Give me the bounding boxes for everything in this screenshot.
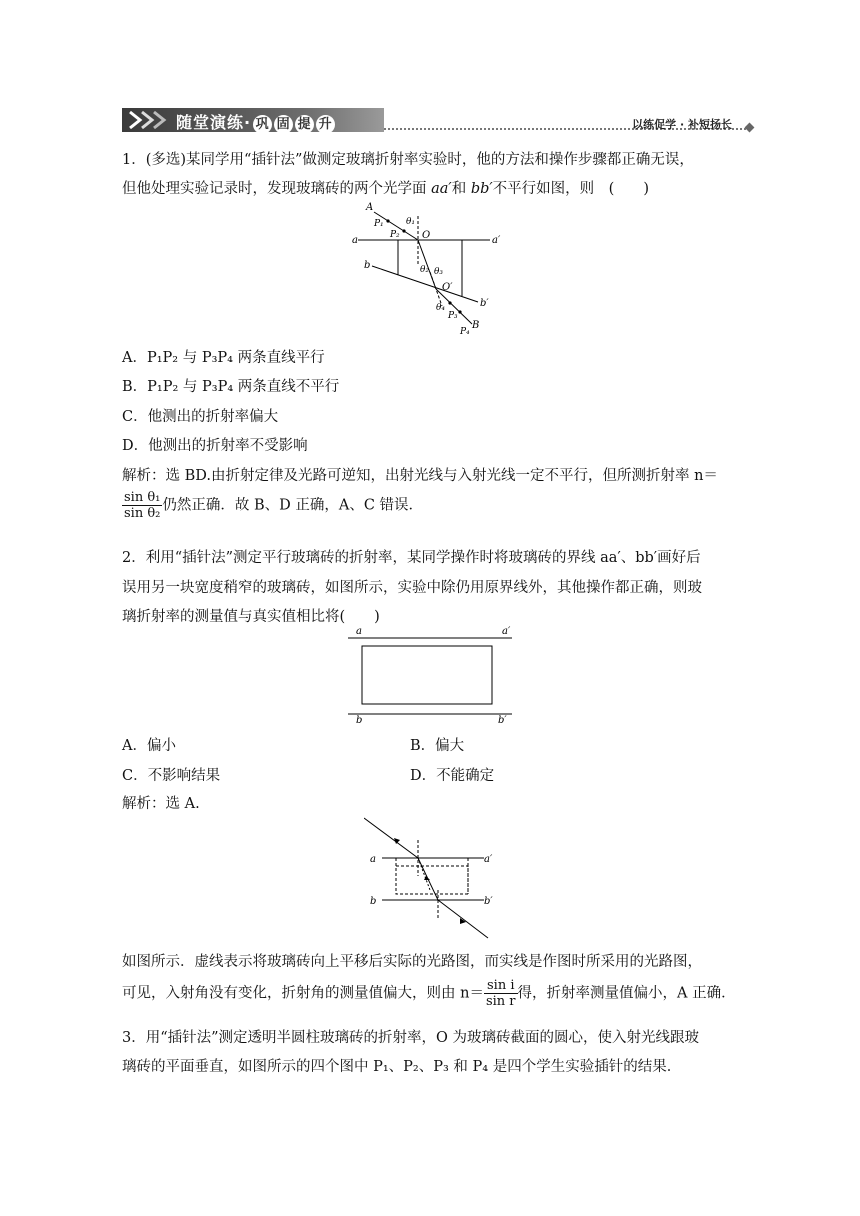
q1-fraction: $\frac{\text{sin θ₁}}{\text{sin θ₂}}$	[124, 490, 161, 521]
section-title: 随堂演练· 巩 固 提 升	[176, 110, 335, 134]
section-slogan: 以练促学 · 补短扬长	[632, 118, 732, 131]
svg-text:θ₃: θ₃	[434, 267, 444, 277]
svg-text:a′: a′	[502, 626, 511, 637]
chevron-icon	[124, 110, 174, 130]
q1-figure	[350, 196, 520, 341]
svg-text:P₃: P₃	[448, 311, 458, 321]
q1-option-c: C．他测出的折射率偏大	[122, 409, 279, 425]
svg-text:b: b	[356, 715, 363, 724]
svg-text:a: a	[356, 626, 362, 637]
q1-option-d: D．他测出的折射率不受影响	[122, 438, 308, 454]
svg-text:a: a	[352, 235, 358, 246]
svg-text:P₄: P₄	[460, 327, 470, 337]
svg-text:θ₄: θ₄	[436, 303, 446, 313]
q2-solution-figure	[364, 814, 498, 944]
q1-solution-line2: $\frac{\text{sin θ₁}}{\text{sin θ₂}}$ 仍然正确．故 B、D 正确，A、C 错误．	[124, 490, 424, 521]
q3-stem-line1: 3．用“插针法”测定透明半圆柱玻璃砖的折射率，O 为玻璃砖截面的圆心，使入射光线跟玻	[122, 1030, 700, 1046]
q2-solution: 解析：选 A.	[122, 796, 200, 812]
diamond-icon	[745, 123, 755, 133]
svg-text:b: b	[370, 896, 377, 907]
q1-option-b: B．P₁P₂ 与 P₃P₄ 两条直线不平行	[122, 379, 340, 395]
svg-text:O′: O′	[442, 282, 453, 293]
q2-option-d: D．不能确定	[410, 768, 495, 784]
svg-text:P₁: P₁	[374, 219, 384, 229]
q2-stem-line2: 误用另一块宽度稍窄的玻璃砖，如图所示，实验中除仍用原界线外，其他操作都正确，则玻	[122, 580, 702, 596]
q2-option-c: C．不影响结果	[122, 768, 221, 784]
q2-figure	[346, 624, 516, 724]
svg-text:b: b	[364, 260, 371, 271]
svg-text:θ₁: θ₁	[406, 217, 416, 227]
q1-option-a: A．P₁P₂ 与 P₃P₄ 两条直线平行	[122, 350, 325, 366]
svg-text:θ₂: θ₂	[420, 265, 430, 275]
svg-text:O: O	[422, 230, 431, 241]
q2-fraction: $\frac{\text{sin i}}{\text{sin r}}$	[485, 978, 516, 1009]
q1-stem-line2: 但他处理实验记录时，发现玻璃砖的两个光学面 aa′和 bb′不平行如图，则 ( )	[122, 181, 649, 197]
q2-option-b: B．偏大	[410, 738, 465, 754]
q1-solution-line1: 解析：选 BD.由折射定律及光路可逆知，出射光线与入射光线一定不平行，但所测折射率 n＝	[122, 468, 718, 484]
q2-explanation-line1: 如图所示．虚线表示将玻璃砖向上平移后实际的光路图，而实线是作图时所采用的光路图，	[122, 954, 702, 970]
svg-text:P₂: P₂	[390, 230, 400, 240]
q2-stem-line3: 璃折射率的测量值与真实值相比将( )	[122, 609, 380, 625]
q3-stem-line2: 璃砖的平面垂直，如图所示的四个图中 P₁、P₂、P₃ 和 P₄ 是四个学生实验插针的结果．	[122, 1059, 682, 1075]
q2-option-a: A．偏小	[122, 738, 176, 754]
svg-text:b′: b′	[484, 896, 493, 907]
svg-text:A: A	[366, 202, 374, 213]
svg-text:a: a	[370, 854, 376, 865]
svg-text:B: B	[472, 320, 480, 331]
svg-text:a′: a′	[492, 235, 501, 246]
svg-text:a′: a′	[484, 854, 493, 865]
q1-stem-line1: 1．(多选)某同学用“插针法”做测定玻璃折射率实验时，他的方法和操作步骤都正确无误，	[122, 152, 694, 168]
svg-text:b′: b′	[480, 298, 489, 309]
svg-text:b′: b′	[498, 715, 507, 724]
q2-explanation-line2: 可见，入射角没有变化，折射角的测量值偏大，则由 n＝ $\frac{\text{sin i}}{\text{sin r}}$ 得，折射率测量值偏小，A 正确．	[122, 978, 736, 1009]
q2-stem-line1: 2．利用“插针法”测定平行玻璃砖的折射率，某同学操作时将玻璃砖的界线 aa′、bb′画好后	[122, 550, 701, 566]
